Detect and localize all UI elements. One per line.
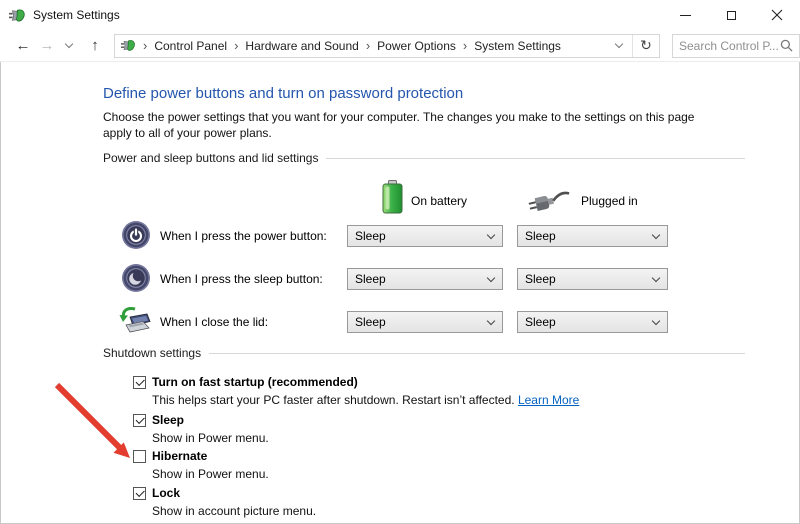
breadcrumb-separator: › bbox=[462, 38, 468, 53]
maximize-icon bbox=[727, 11, 736, 20]
minimize-button[interactable] bbox=[662, 0, 708, 30]
navigation-bar bbox=[0, 30, 800, 62]
sleep-button-icon bbox=[121, 263, 151, 293]
power-button-setting-row bbox=[103, 220, 745, 250]
lock-label: Lock bbox=[152, 486, 181, 500]
plugged-in-column-label: Plugged in bbox=[581, 194, 638, 208]
chevron-down-icon bbox=[652, 230, 660, 238]
fast-startup-label: Turn on fast startup (recommended) bbox=[152, 375, 358, 389]
hibernate-description: Show in Power menu. bbox=[152, 467, 269, 481]
breadcrumb-separator: › bbox=[234, 38, 239, 53]
breadcrumb-system-settings[interactable]: System Settings bbox=[474, 38, 561, 53]
sleep-button-plugged-in-select[interactable] bbox=[517, 268, 668, 290]
hibernate-label: Hibernate bbox=[152, 449, 208, 463]
hibernate-checkbox[interactable] bbox=[133, 450, 146, 463]
lock-description: Show in account picture menu. bbox=[152, 504, 317, 518]
power-options-breadcrumb-icon bbox=[121, 38, 136, 53]
sleep-description: Show in Power menu. bbox=[152, 431, 269, 445]
sleep-button-setting-row bbox=[103, 263, 745, 293]
close-button[interactable] bbox=[754, 0, 800, 30]
close-lid-plugged-in-select[interactable] bbox=[517, 311, 668, 333]
address-dropdown-chevron-icon[interactable] bbox=[615, 40, 623, 48]
sleep-button-row-label: When I press the sleep button: bbox=[160, 272, 323, 286]
section-title: Shutdown settings bbox=[103, 346, 202, 360]
sleep-button-on-battery-select[interactable] bbox=[347, 268, 503, 290]
breadcrumb-hardware-and-sound[interactable]: Hardware and Sound bbox=[245, 38, 359, 53]
power-button-on-battery-select[interactable] bbox=[347, 225, 503, 247]
on-battery-column-label: On battery bbox=[411, 194, 468, 208]
chevron-down-icon bbox=[487, 230, 495, 238]
learn-more-link[interactable]: Learn More bbox=[517, 393, 580, 407]
sleep-label: Sleep bbox=[152, 413, 185, 427]
search-box[interactable] bbox=[672, 34, 800, 58]
address-bar[interactable] bbox=[114, 34, 660, 58]
settings-content bbox=[0, 62, 800, 524]
lock-checkbox[interactable] bbox=[133, 487, 146, 500]
chevron-down-icon bbox=[487, 273, 495, 281]
window-title: System Settings bbox=[33, 8, 120, 22]
search-icon bbox=[780, 39, 793, 52]
sleep-option bbox=[133, 413, 733, 445]
close-lid-on-battery-select[interactable] bbox=[347, 311, 503, 333]
select-value: Sleep bbox=[525, 272, 556, 286]
power-options-app-icon bbox=[9, 7, 26, 24]
minimize-icon bbox=[680, 15, 691, 16]
breadcrumb-power-options[interactable]: Power Options bbox=[377, 38, 456, 53]
chevron-down-icon bbox=[652, 273, 660, 281]
breadcrumb-control-panel[interactable]: Control Panel bbox=[154, 38, 228, 53]
power-column-headers bbox=[103, 180, 745, 216]
fast-startup-option bbox=[133, 375, 733, 407]
lock-option bbox=[133, 486, 733, 518]
power-buttons-section-header bbox=[103, 151, 745, 165]
up-button[interactable]: ↑ bbox=[91, 37, 99, 54]
power-button-icon bbox=[121, 220, 151, 250]
breadcrumb-separator: › bbox=[143, 38, 148, 53]
shutdown-section-header bbox=[103, 346, 745, 360]
chevron-down-icon bbox=[487, 316, 495, 324]
page-title: Define power buttons and turn on password protection bbox=[103, 85, 464, 102]
section-rule bbox=[326, 158, 745, 159]
page-description: Choose the power settings that you want for your computer. The changes you make to the settings on this page apply to all of your power plans. bbox=[103, 110, 695, 140]
chevron-down-icon bbox=[652, 316, 660, 324]
plugged-in-icon bbox=[527, 190, 573, 214]
forward-button[interactable]: → bbox=[39, 37, 55, 54]
maximize-button[interactable] bbox=[708, 0, 754, 30]
fast-startup-description bbox=[152, 393, 733, 407]
battery-icon bbox=[382, 180, 403, 214]
select-value: Sleep bbox=[525, 229, 556, 243]
power-button-plugged-in-select[interactable] bbox=[517, 225, 668, 247]
close-lid-setting-row bbox=[103, 306, 745, 336]
close-icon bbox=[771, 9, 783, 21]
description-text: This helps start your PC faster after shutdown. Restart isn’t affected. bbox=[152, 393, 515, 407]
fast-startup-checkbox[interactable] bbox=[133, 376, 146, 389]
select-value: Sleep bbox=[355, 229, 386, 243]
close-lid-icon bbox=[119, 306, 151, 336]
breadcrumb-separator: › bbox=[365, 38, 371, 53]
select-value: Sleep bbox=[525, 315, 556, 329]
refresh-button[interactable]: ↻ bbox=[640, 37, 652, 53]
power-button-row-label: When I press the power button: bbox=[160, 229, 327, 243]
back-button[interactable]: ← bbox=[15, 37, 31, 54]
window-controls bbox=[662, 0, 800, 30]
title-bar bbox=[0, 0, 800, 30]
sleep-checkbox[interactable] bbox=[133, 414, 146, 427]
section-rule bbox=[209, 353, 745, 354]
search-input[interactable] bbox=[679, 39, 780, 53]
select-value: Sleep bbox=[355, 315, 386, 329]
recent-pages-chevron-icon[interactable] bbox=[65, 40, 73, 48]
section-title: Power and sleep buttons and lid settings bbox=[103, 151, 319, 165]
hibernate-option bbox=[133, 449, 733, 481]
close-lid-row-label: When I close the lid: bbox=[160, 315, 269, 329]
select-value: Sleep bbox=[355, 272, 386, 286]
